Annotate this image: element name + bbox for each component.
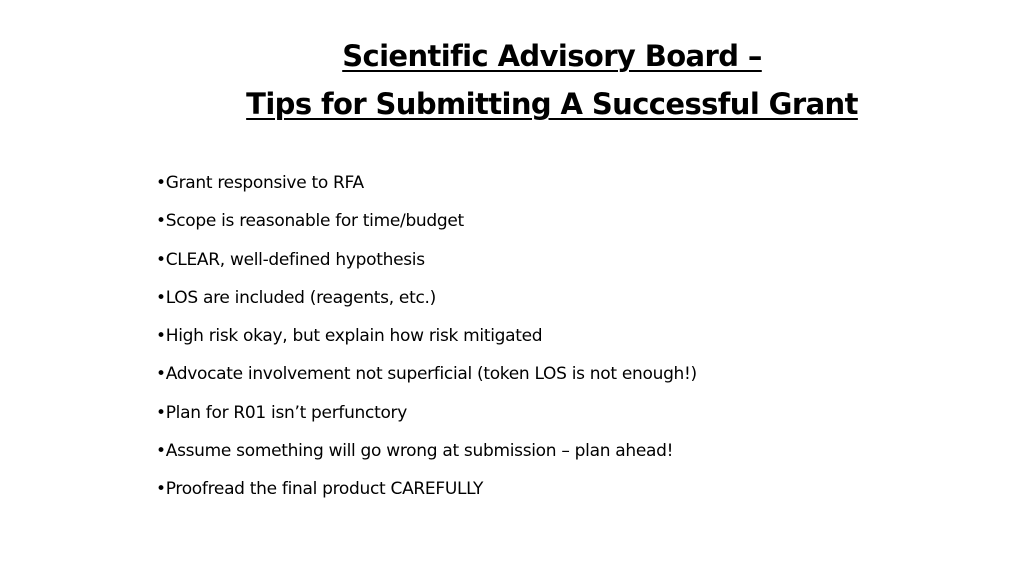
bullet-icon: • <box>156 479 166 500</box>
bullet-icon: • <box>156 364 166 385</box>
bullet-list <box>156 172 697 517</box>
bullet-icon: • <box>156 287 166 308</box>
bullet-item <box>156 363 697 401</box>
bullet-item <box>156 249 697 287</box>
bullet-text: CLEAR, well-defined hypothesis <box>165 249 425 270</box>
bullet-item <box>156 402 697 440</box>
bullet-item <box>156 172 697 210</box>
bullet-item <box>156 210 697 248</box>
bullet-text: Proofread the final product CAREFULLY <box>165 479 484 500</box>
bullet-text: Assume something will go wrong at submission – plan ahead! <box>165 441 674 462</box>
title-line-1: Scientific Advisory Board – <box>342 39 762 73</box>
slide-title <box>200 32 904 128</box>
bullet-item <box>156 287 697 325</box>
bullet-icon: • <box>156 441 166 462</box>
bullet-text: Scope is reasonable for time/budget <box>165 211 464 232</box>
bullet-icon: • <box>156 249 166 270</box>
title-line-2: Tips for Submitting A Successful Grant <box>246 87 858 121</box>
bullet-item <box>156 325 697 363</box>
bullet-icon: • <box>156 402 166 423</box>
bullet-text: Grant responsive to RFA <box>165 173 364 193</box>
bullet-icon: • <box>156 326 166 347</box>
bullet-text: High risk okay, but explain how risk mitigated <box>165 326 543 347</box>
bullet-text: Plan for R01 isn’t perfunctory <box>165 402 407 423</box>
bullet-icon: • <box>156 173 166 193</box>
bullet-item <box>156 440 697 478</box>
bullet-text: LOS are included (reagents, etc.) <box>165 287 436 308</box>
bullet-item <box>156 478 697 516</box>
bullet-icon: • <box>156 211 166 232</box>
bullet-text: Advocate involvement not superficial (token LOS is not enough!) <box>165 364 697 385</box>
